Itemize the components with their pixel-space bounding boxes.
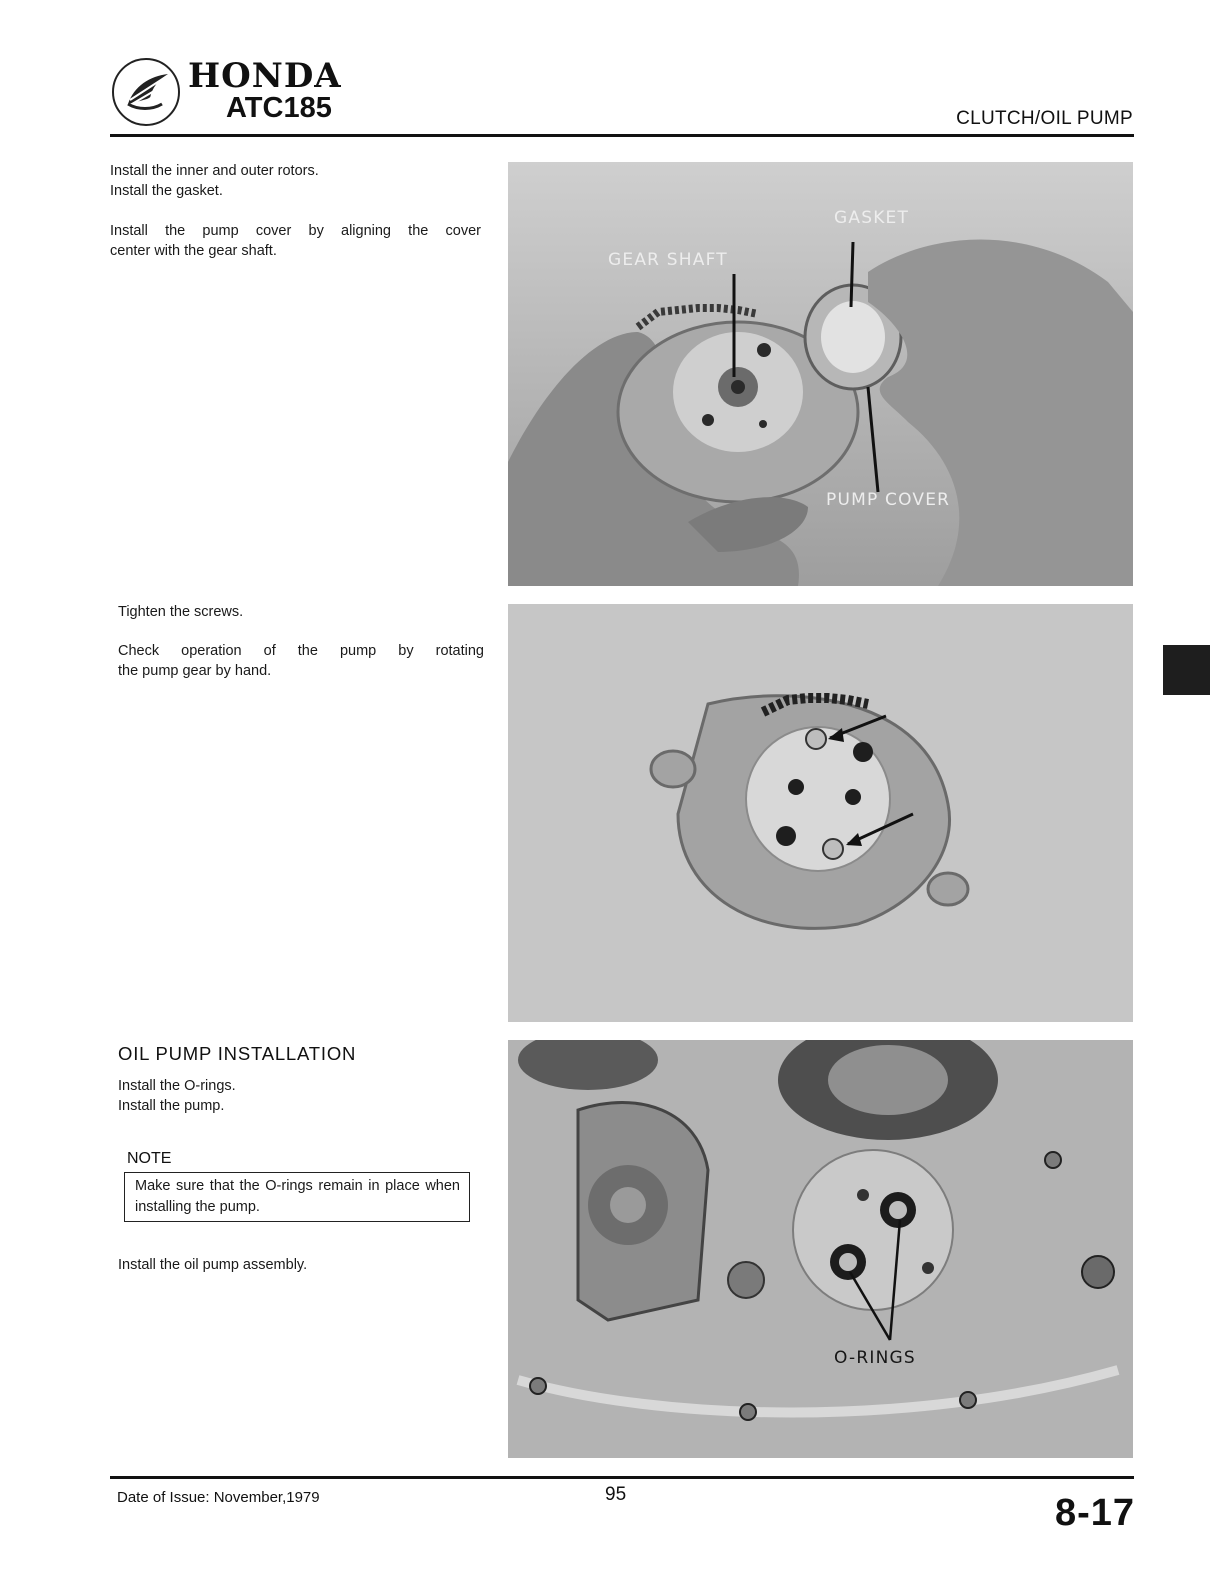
callout-o-rings: O-RINGS	[834, 1348, 916, 1368]
section-tab-marker	[1163, 645, 1210, 695]
step2-line2a: Check operation of the pump by rotating	[118, 643, 484, 659]
step2-line1: Tighten the screws.	[118, 604, 244, 620]
model-name: ATC185	[226, 92, 332, 124]
note-label: NOTE	[127, 1150, 172, 1167]
callout-gear-shaft: GEAR SHAFT	[608, 250, 728, 270]
step1-line3b: center with the gear shaft.	[110, 243, 277, 259]
step1-line1: Install the inner and outer rotors.	[110, 163, 319, 179]
section-title: CLUTCH/OIL PUMP	[956, 108, 1133, 129]
step2-line2b: the pump gear by hand.	[118, 663, 272, 679]
footer-rule	[110, 1476, 1134, 1479]
step1-line2: Install the gasket.	[110, 183, 223, 199]
brand-name: HONDA	[188, 56, 342, 96]
photo-pump-cover	[508, 162, 1133, 586]
callout-pump-cover: PUMP COVER	[826, 490, 951, 510]
note-box: Make sure that the O-rings remain in place when installing the pump.	[124, 1172, 470, 1222]
step1-line3a: Install the pump cover by aligning the cover	[110, 223, 481, 239]
step3-line2: Install the pump.	[118, 1098, 225, 1114]
section-heading: OIL PUMP INSTALLATION	[118, 1043, 357, 1064]
page-number: 95	[605, 1484, 627, 1505]
honda-wing-logo	[112, 58, 180, 126]
issue-date: Date of Issue: November,1979	[117, 1489, 320, 1506]
header-rule	[110, 134, 1134, 137]
photo-orings	[508, 1040, 1133, 1458]
page-code: 8-17	[1054, 1492, 1135, 1534]
callout-gasket: GASKET	[834, 208, 910, 228]
step3-line3: Install the oil pump assembly.	[118, 1257, 308, 1273]
honda-wing-icon	[114, 60, 178, 124]
photo-pump-screws	[508, 604, 1133, 1022]
step3-line1: Install the O-rings.	[118, 1078, 236, 1094]
